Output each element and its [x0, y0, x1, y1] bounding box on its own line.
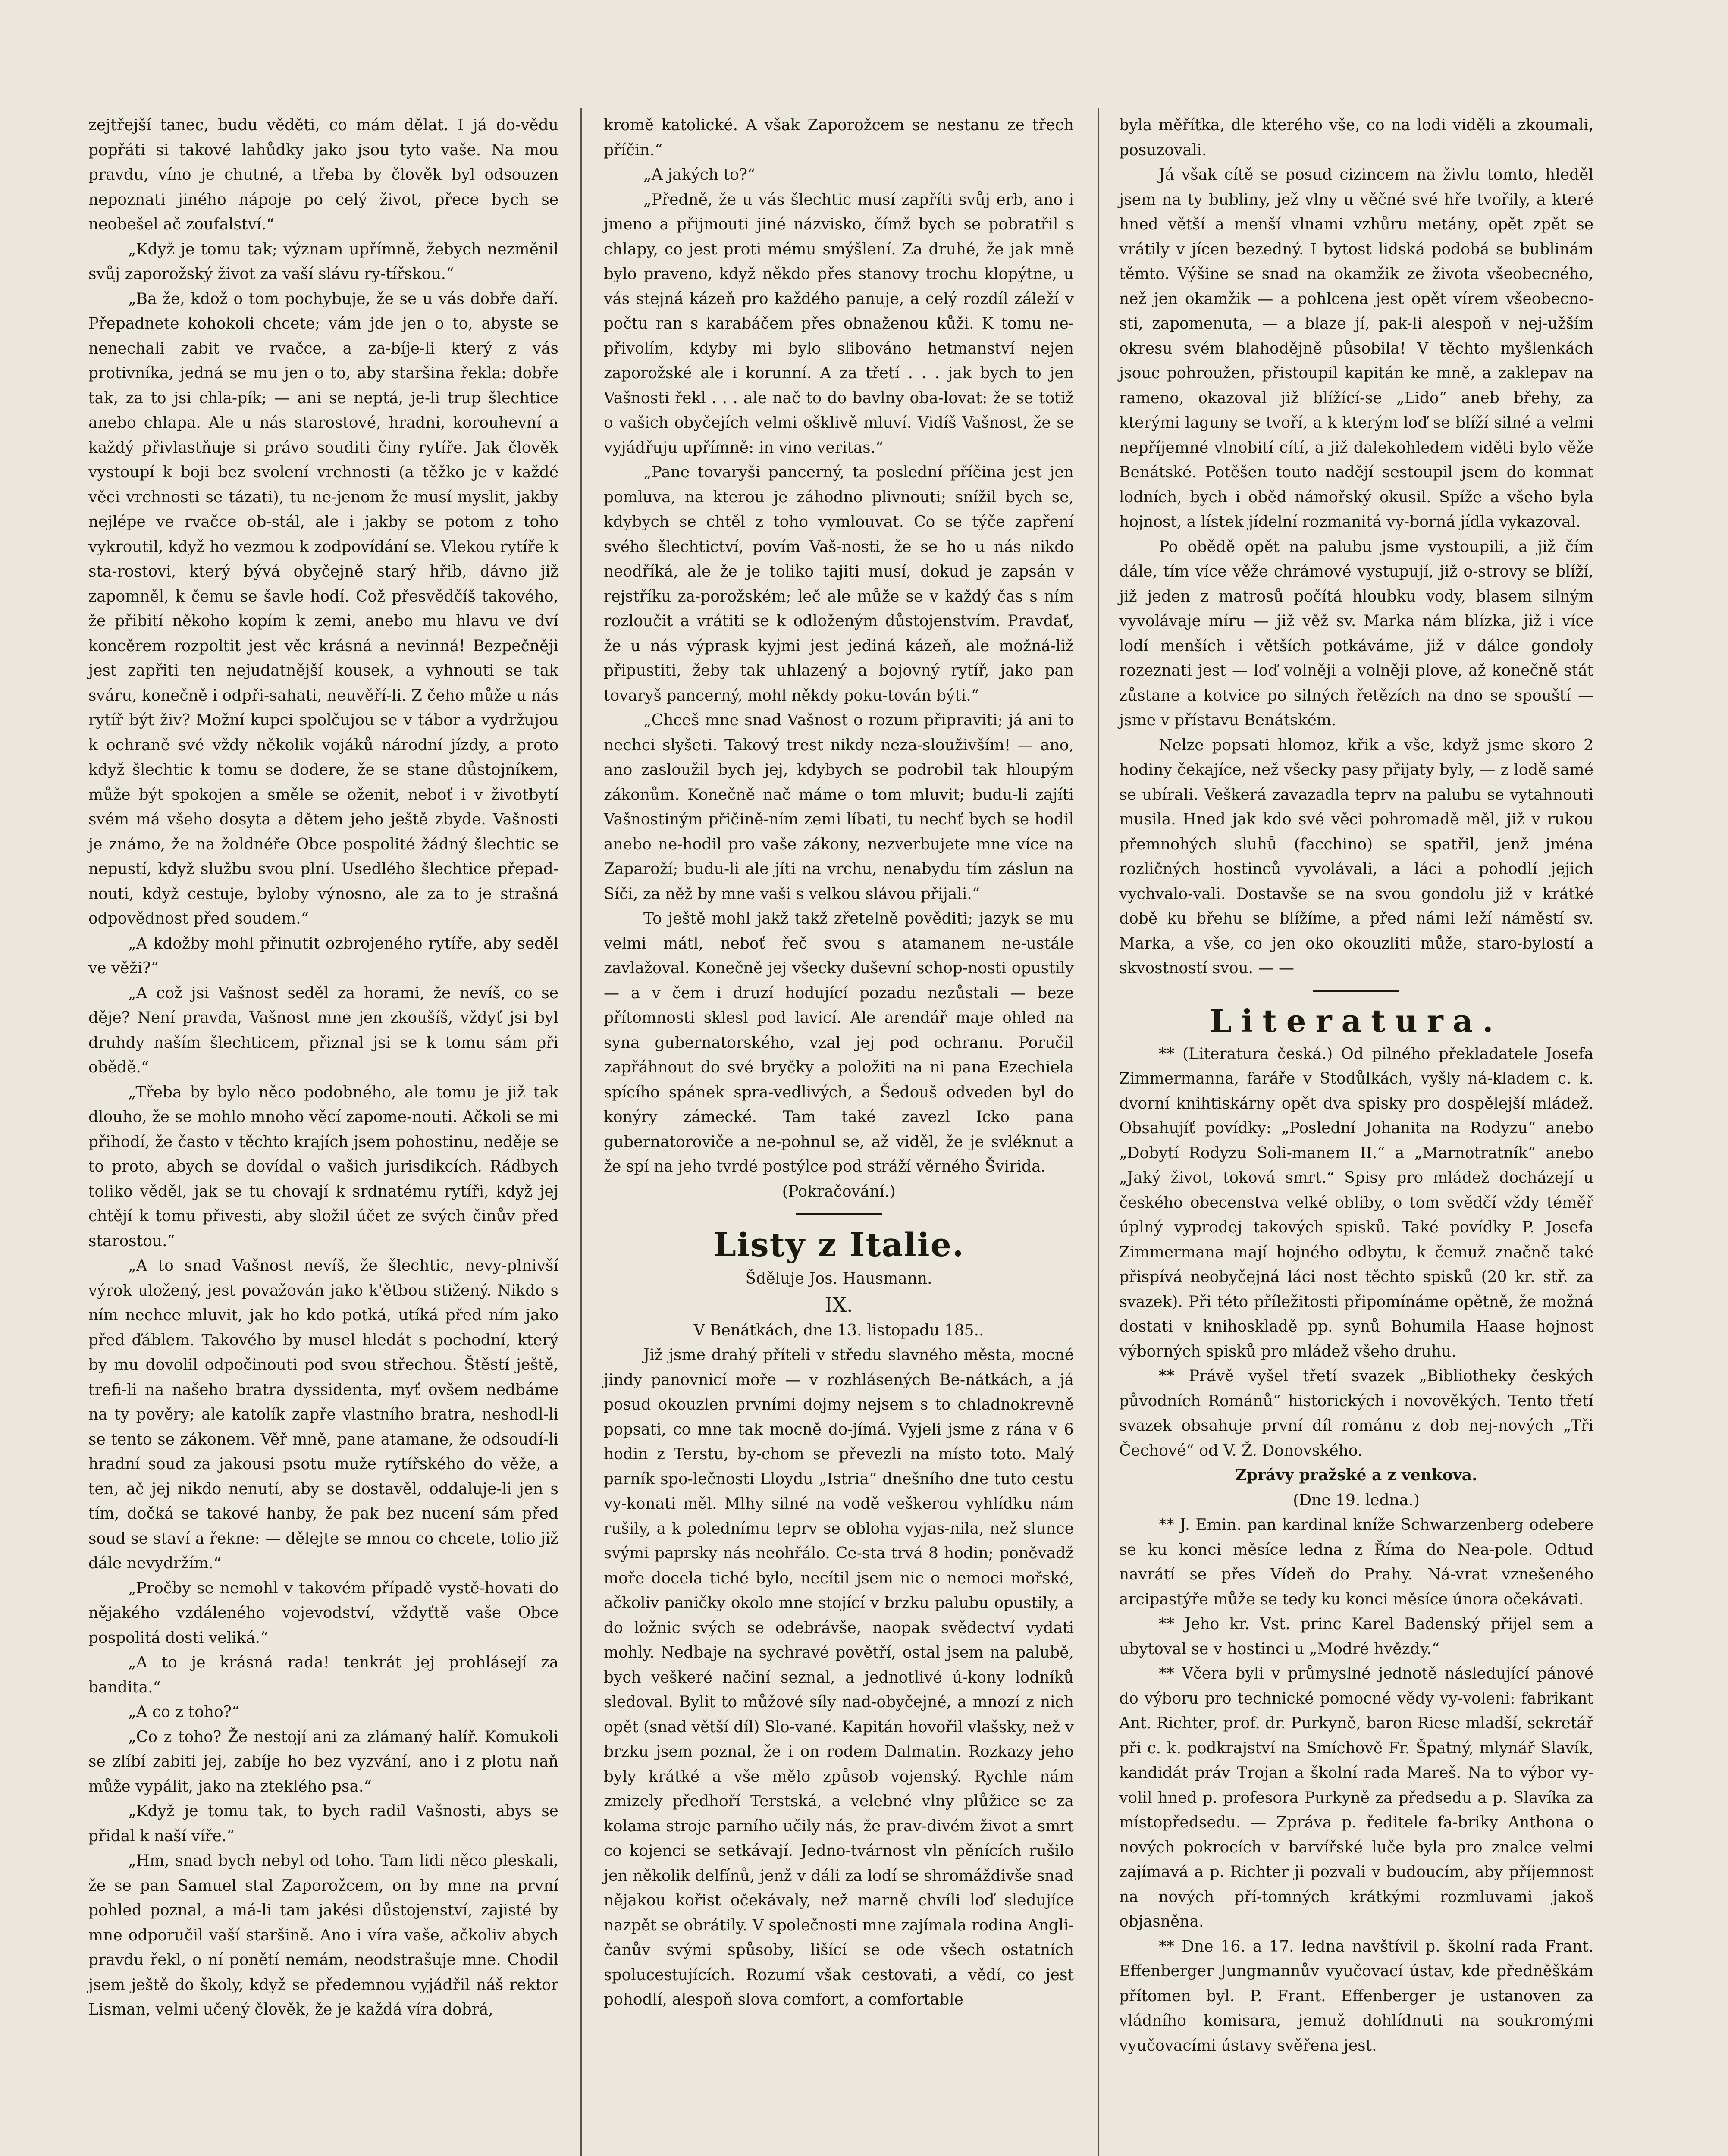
- paragraph: „A co z toho?“: [128, 1703, 240, 1721]
- paragraph: ** Jeho kr. Vst. princ Karel Badenský přijel sem a ubytoval se v hostinci u „Modré hvězdy.“: [1119, 1615, 1593, 1658]
- paragraph: „Chceš mne snad Vašnost o rozum připraviti; já ani to nechci slyšeti. Takový trest nikdy neza-slouživším! — ano, ano zasloužil bych jej, kdybych se podrobil tak hloupým zákonům. Konečně nač máme o tom mluvit; budu-li zajíti Vašnostiným přičině-ním zemi líbati, tu nechť bych se hodil anebo ne-hodil pro vaše zákony, nezverbujete mne více na Zaparoží; budu-li ale jíti na vrchu, nenabydu tím záslun na Síči, za něž by mne vaši s velkou slávou přijali.“: [604, 711, 1074, 903]
- letter-number: IX.: [825, 1293, 853, 1316]
- article-title: Listy z Italie.: [713, 1225, 965, 1264]
- paragraph: Po obědě opět na palubu jsme vystoupili, a již čím dále, tím více věže chrámové vystupují, již o-strovy se blíží, již jeden z matrosů počítá hloubku vody, blasem silným vyvolávaje míru — již věž sv. Marka nám blízka, již i více lodí menších i větších potkáváme, již v dálce gondoly rozeznati jest — loď volněji a volněji plove, až konečně stát zůstane a kotvice po silných řetězích na dno se spouští — jsme v přístavu Benátském.: [1119, 538, 1593, 729]
- paragraph: Já však cítě se posud cizincem na živlu tomto, hleděl jsem na ty bubliny, jež vlny u věčné své hře tvořily, a které hned větší a menší vlnami vzhůru metány, opět zpět se vrátily v jícen bezedný. I bytost lidská podobá se bublinám těmto. Výšine se snad na okamžik ze života všeobecného, než jen okamžik — a pohlcena jest opět vírem všeobecno-sti, zapomenuta, — a blaze jí, pak-li alespoň v nej-užším okresu svém blahodějně působila! V těchto myšlenkách jsouc pohroužen, přistoupil kapitán ke mně, a zaklepav na rameno, okazoval již blížící-se „Lido“ aneb břehy, za kterými laguny se tvoří, a k kterým loď se blíží silné a velmi nepříjemné vlnobití cítí, a již dalekohledem viděti bylo věže Benátské. Potěšen touto nadějí sestoupil jsem do komnat lodních, bych i oběd námořský okusil. Spíže a všeho byla hojnost, a lístek jídelní rozmanitá vy-borná jídla vykazoval.: [1119, 166, 1593, 531]
- paragraph: „Pane tovaryši pancerný, ta poslední příčina jest jen pomluva, na kterou je záhodno plivnouti; snížil bych se, kdybych se chtěl z toho vymlouvat. Co se týče zapření svého šlechtictví, povím Vaš-nosti, že se ho u nás nikdo neodříká, ale že je toliko tajiti musí, dokud je zapsán v rejstříku za-porožském; leč ale může se v každý čas s ním rozloučit a vrátiti se k odloženým důstojenstvím. Pravdať, že u nás výprask kyjmi jest jediná kázeň, ale možná-liž připustiti, žeby tak uhlazený a bojovný rytíř, jako pan tovaryš pancerný, mohl někdy poku-tován býti.“: [604, 464, 1074, 705]
- paragraph: „A to je krásná rada! tenkrát jej prohlásejí za bandita.“: [88, 1654, 558, 1696]
- paragraph: „A jakých to?“: [643, 166, 756, 184]
- continuation-note: (Pokračování.): [782, 1182, 896, 1200]
- paragraph: „Když je tomu tak; význam upřímně, žebych nezměnil svůj zaporožský život za vaší slávu ry-tířskou.“: [88, 240, 558, 283]
- paragraph: ** Včera byli v průmyslné jednotě následující pánové do výboru pro technické pomocné vědy vy-voleni: fabrikant Ant. Richter, prof. dr. Purkyně, baron Riese mladší, sekretář při c. k. podkrajství na Smíchově Fr. Špatný, mlynář Slavík, kandidát práv Trojan a školní rada Mareš. Na to výbor vy-volil hned p. profesora Purkyně za předsedu a p. Slavíka za místopředsedu. — Zpráva p. ředitele fa-briky Anthona o nových pokrocích v barvířské luče byla pro znalce velmi zajímavá a p. Richter ji pozvali v budoucím, aby příjemnost na nových pří-tomných krátkými rozmluvami jakoš objasněna.: [1119, 1665, 1593, 1930]
- news-date: (Dne 19. ledna.): [1293, 1491, 1420, 1509]
- paragraph: To ještě mohl jakž takž zřetelně pověditi; jazyk se mu velmi mátl, neboť řeč svou s atamanem ne-ustále zavlažoval. Konečně jej všecky duševní schop-nosti opustily — a v čem i druzí hodující pozadu nezůstali — beze přítomnosti sklesl pod lavicí. Ale arendář maje ohled na syna gubernatorského, vzal jej pod ochranu. Poručil zapřáhnout do své bryčky a položiti na ni pana Ezechiela spícího spánek spra-vedlivých, a Šedouš odveden byl do konýry zámecké. Tam také zavezl Icko pana gubernatoroviče a ne-pohnul se, až viděl, že je svléknut a že spí na jeho tvrdé postýlce pod stráží věrného Švirida.: [604, 910, 1074, 1175]
- article-author: Šděluje Jos. Hausmann.: [745, 1270, 932, 1288]
- paragraph: ** (Literatura česká.) Od pilného překladatele Josefa Zimmermanna, faráře v Stodůlkách, vyšly ná-kladem c. k. dvorní knihtiskárny opět dva spisky pro dospělejší mládež. Obsahujíť povídky: „Poslední Johanita na Rodyzu“ anebo „Dobytí Rodyzu Soli-manem II.“ a „Marnotratník“ anebo „Jaký život, toková smrt.“ Spisy pro mládež docházejí u českého obecenstva velké obliby, o tom svědčí vždy téměř úplný vyprodej takových spisků. Také povídky P. Josefa Zimmermana mají hojného odbytu, k čemuž značně také přispívá neobyčejná láci nost těchto spisků (20 kr. stř. za svazek). Při této příležitosti připomínáme opětně, že možná dostati v knihoskladě pp. synů Bohumila Haase hojnost výborných spisků pro mládež všeho druhu.: [1119, 1045, 1593, 1360]
- column-2: [604, 113, 1074, 2012]
- paragraph: „Hm, snad bych nebyl od toho. Tam lidi něco pleskali, že se pan Samuel stal Zaporožcem, on by mne na první pohled poznal, a má-li tam jakési důstojenství, zajisté by mne odporučil vaší staršině. Ano i víra vaše, ačkoliv abych pravdu řekl, o ní ponětí nemám, neodstrašuje mne. Chodil jsem ještě do školy, když se předemnou vyjádřil náš rektor Lisman, velmi učený člověk, že je každá víra dobrá,: [88, 1852, 558, 2018]
- column-divider: [1098, 108, 1099, 2156]
- section-divider: [796, 1213, 882, 1215]
- paragraph: „Pročby se nemohl v takovém případě vystě-hovati do nějakého vzdáleného vojevodství, vždyťtě vaše Obce pospolitá dosti veliká.“: [88, 1579, 558, 1647]
- paragraph: Již jsme drahý příteli v středu slavného města, mocné jindy panovnicí moře — v rozhlásených Be-nátkách, a já posud okouzlen prvními dojmy nejsem s to chladnokrevně popsati, co mne tak mocně do-jímá. Vyjeli jsme z rána v 6 hodin z Terstu, by-chom se převezli na místo toto. Malý parník spo-lečnosti Lloydu „Istria“ dnešního dne tuto cestu vy-konati měl. Mlhy silné na vodě veškerou vyhlídku nám rušily, a k polednímu teprv se obloha vyjas-nila, než slunce svými paprsky nás neohřálo. Ce-sta trvá 8 hodin; poněvadž moře docela tiché bylo, necítil jsem nic o nemoci mořské, ačkoliv paničky okolo mne stojící v brzku palubu opustily, a do ložnic svých se odebrávše, naopak svědectví vydati mohly. Nedbaje na sychravé povětří, ostal jsem na palubě, bych veškeré načiní seznal, a jednotlivé ú-kony lodníků sledoval. Bylit to můžové síly nad-obyčejné, a mnozí z nich opět (snad větší díl) Slo-vané. Kapitán hovořil vlašsky, než v brzku jsem poznal, že i on rodem Dalmatin. Rozkazy jeho byly krátké a vše mělo způsob vojenský. Rychle nám zmizely předhoří Terstská, a velebné vlny plůžice se za kolama stroje parního učily nás, že prav-divém život a smrt co kojenci se setkávají. Jedno-tvárnost vln pěnících rušilo jen několik delfínů, jenž v dáli za lodí se shromáždivše snad nějakou kořist očekávaly, než marně chvíli loď sledujíce nazpět se obrátily. V společnosti mne zajímala rodina Angli-čanův svými spůsoby, lišící se ode všech ostatních spolucestujících. Rozumí však cestovati, a vědí, co jest pohodlí, alespoň slova comfort, a comfortable: [604, 1346, 1074, 2009]
- column-divider: [580, 108, 582, 2156]
- paragraph: „Když je tomu tak, to bych radil Vašnosti, abys se přidal k naší víře.“: [88, 1802, 558, 1845]
- column-3: [1119, 113, 1593, 2058]
- paragraph: „A což jsi Vašnost seděl za horami, že nevíš, co se děje? Není pravda, Vašnost mne jen zkoušíš, vždyť jsi byl druhdy naším šlechticem, přiznal jsi se k tomu sám při obědě.“: [88, 984, 558, 1076]
- paragraph: „Ba že, kdož o tom pochybuje, že se u vás dobře daří. Přepadnete kohokoli chcete; vám jde jen o to, abyste se nenechali zabit ve rvačce, a za-bíje-li který z vás protivníka, jedná se mu jen o to, aby staršina řekla: dobře tak, za to jsi chla-pík; — ani se neptá, je-li trup šlechtice anebo chlapa. Ale u nás starostové, hradni, korouhevní a každý přivlastňuje si právo souditi činy rytíře. Jak člověk vystoupí k boji bez svolení vrchnosti (a těžko je v každé věci vrchnosti se tázati), tu ne-jenom že musí myslit, jakby nejlépe ve rvačce ob-stál, ale i jakby se potom z toho vykroutil, když ho vezmou k zodpovídání se. Vlekou rytíře k sta-rostovi, který bývá obyčejně starý hřib, dávno již zapomněl, k čemu se šavle hodí. Což přesvědčíš takového, že přibití někoho kopím k zemi, anebo mu hlavu ve dví koncěrem rozpoltit jest věc krásná a nevinná! Bezpečněji jest zapřiti ten nejudatnější kousek, a vyhnouti se tak sváru, konečně i odpři-sahati, neuvěří-li. Z čeho může u nás rytíř být živ? Možní kupci spolčujou se v tábor a vydržujou k ochraně své vždy několik vojáků národní jízdy, a proto když šlechtic k tomu se dodere, že se stane důstojníkem, může být spokojen a směle se oženit, neboť i v životbytí svém má všeho dosyta a dětem jeho ještě zbyde. Vašnosti je známo, že na žoldnéře Obce pospolité žádný šlechtic se nepustí, když službu svou plní. Usedlého šlechtice přepad-nouti, když cestuje, byloby výnosno, ale za to je strašná odpovědnost před soudem.“: [88, 290, 558, 928]
- column-1: [88, 113, 558, 2022]
- paragraph: „Třeba by bylo něco podobného, ale tomu je již tak dlouho, že se mohlo mnoho věcí zapome-nouti. Ačkoli se mi přihodí, že často v těchto krajích jsem pohostinu, neděje se to proto, abych se dovídal o vašich jurisdikcích. Rádbych toliko věděl, jak se tu chovají k srdnatému rytíři, když jej chtějí k tomu přivesti, aby složil účet ze svých činův před starostou.“: [88, 1083, 558, 1250]
- paragraph: byla měřítka, dle kterého vše, co na lodi viděli a zkoumali, posuzovali.: [1119, 116, 1593, 159]
- paragraph: ** Právě vyšel třetí svazek „Bibliotheky českých původních Románů“ historických i novověkých. Tento třetí svazek obsahuje první díl románu z dob nej-nových „Tři Čechové“ od V. Ž. Donovského.: [1119, 1367, 1593, 1460]
- dateline: V Benátkách, dne 13. listopadu 185..: [693, 1321, 984, 1339]
- paragraph: „Co z toho? Že nestojí ani za zlámaný halíř. Komukoli se zlíbí zabiti jej, zabíje ho bez vyzvání, ano i z plotu naň může vypálit, jako na zteklého psa.“: [88, 1728, 558, 1796]
- section-divider: [1313, 990, 1399, 992]
- paragraph: „Předně, že u vás šlechtic musí zapříti svůj erb, ano i jmeno a přijmouti jiné názvisko, čímž bych se pobratřil s chlapy, co jest proti mému smýšlení. Za druhé, že jak mně bylo praveno, když někdo přes stanovy trochu klopýtne, u vás stejná kázeň pro každého panuje, a celý rozdíl záleží v počtu ran s karabáčem přes obnaženou kůži. K tomu ne-přivolím, kdyby mi bylo slibováno hetmanství nejen zaporožské ale i korunní. A za třetí . . . jak bych to jen Vašnosti řekl . . . ale nač to do bavlny oba-lovat: že se totiž o vašich obyčejích velmi ošklivě mluví. Vidíš Vašnost, že se vyjádřuju upřímně: in vino veritas.“: [604, 191, 1074, 457]
- section-title-literatura: Literatura.: [1210, 1002, 1503, 1039]
- paragraph: „A to snad Vašnost nevíš, že šlechtic, nevy-plnivší výrok uložený, jest považován jako k'ětbou stižený. Nikdo s ním nechce mluvit, jak ho kdo potká, utíká před ním jako před ďáblem. Takového by musel hledát s pochodní, který by mu dovolil odpočinouti pod svou střechou. Štěstí ještě, trefi-li na našeho bratra dyssidenta, myť ovšem nedbáme na ty pověry; ale katolík zapře vlastního bratra, neshodl-li se tento se zákonem. Věř mně, pane atamane, že odsoudí-li hradní soud za jakousi psotu muže rytířského do věže, a ten, ač jej nikdo nenutí, aby se dostavěl, oddaluje-li jen s tím, dočká se takové hanby, že pak bez nucení sám před soud se staví a řekne: — dělejte se mnou co chcete, tolio již dále nevydržím.“: [88, 1257, 558, 1572]
- paragraph: zejtřejší tanec, budu věděti, co mám dělat. I já do-vědu popřáti si takové lahůdky jako jsou tyto vaše. Na mou pravdu, víno je chutné, a třeba by člověk byl odsouzen nepoznati jiného nápoje po celý život, přece bych se neobešel ač zoufalství.“: [88, 116, 558, 233]
- paragraph: ** J. Emin. pan kardinal kníže Schwarzenberg odebere se ku konci měsíce ledna z Říma do Nea-pole. Odtud navrátí se přes Vídeň do Prahy. Ná-vrat vznešeného arcipastýře může se tedy ku konci měsíce února očekávati.: [1119, 1516, 1593, 1608]
- paragraph: kromě katolické. A však Zaporožcem se nestanu ze třech příčin.“: [604, 116, 1074, 159]
- paragraph: Nelze popsati hlomoz, křik a vše, když jsme skoro 2 hodiny čekajíce, než všecky pasy přijaty byly, — z lodě samé se ubírali. Veškerá zavazadla teprv na palubu se vytahnouti musila. Hned jak kdo své věci pohromadě měl, již v rukou přemnohých sluhů (facchino) se spatřil, jenž jména rozličných hostinců vyvolávali, a láci a pohodlí jejich vychvalo-vali. Dostavše se na svou gondolu již v krátké době ku břehu se blížíme, a před námi leží náměstí sv. Marka, a vše, co jen oko okouzliti může, staro-bylostí a skvostností svou. — —: [1119, 736, 1593, 977]
- paragraph: ** Dne 16. a 17. ledna navštívil p. školní rada Frant. Effenberger Jungmannův vyučovací ústav, kde předněškám přítomen byl. P. Frant. Effenberger je ustanoven za vládního komisara, jemuž dohlídnuti na soukromými vyučovacími ústavy svěřena jest.: [1119, 1937, 1593, 2055]
- section-title-news: Zprávy pražské a z venkova.: [1235, 1466, 1477, 1484]
- paragraph: „A kdožby mohl přinutit ozbrojeného rytíře, aby seděl ve věži?“: [88, 934, 558, 977]
